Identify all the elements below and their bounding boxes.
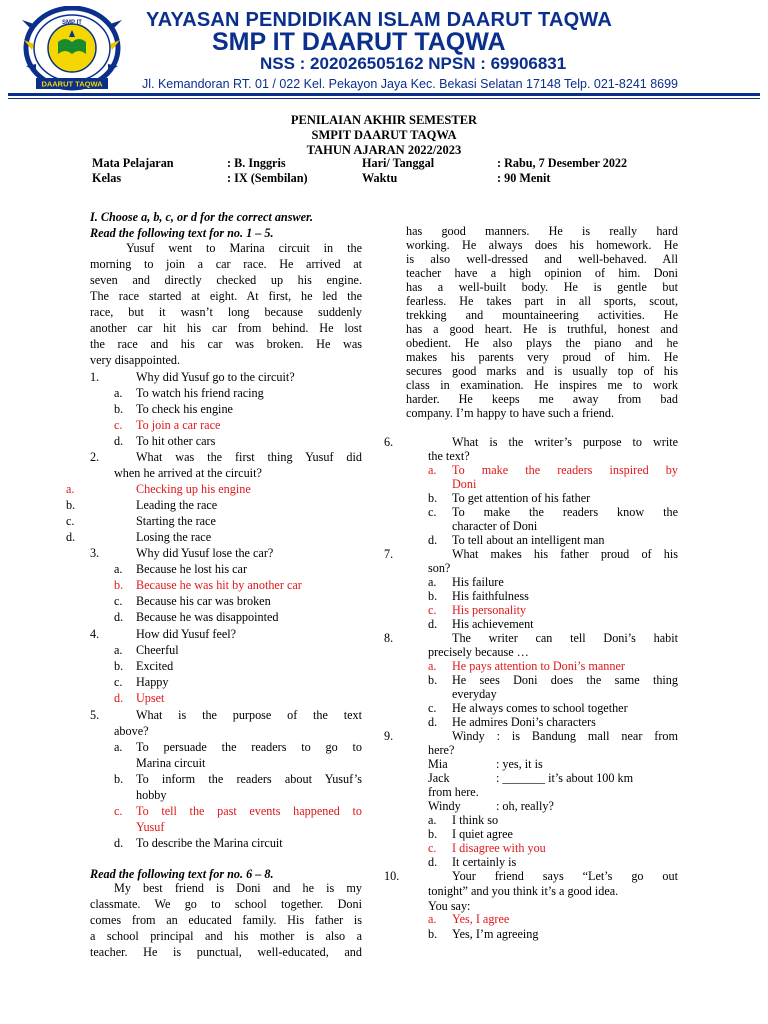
day-label: Hari/ Tanggal: [362, 156, 435, 170]
header-divider: [8, 93, 760, 96]
class-label: Kelas: [92, 171, 122, 185]
read-instruction-1: Read the following text for no. 1 – 5.: [90, 226, 274, 240]
header-divider-thin: [8, 98, 760, 99]
school-ids: NSS : 202026505162 NPSN : 69906831: [260, 54, 567, 73]
exam-title: PENILAIAN AKHIR SEMESTER: [290, 113, 478, 127]
school-address: Jl. Kemandoran RT. 01 / 022 Kel. Pekayon Jaya Kec. Bekasi Selatan 17148 Telp. 021-8241 8699: [142, 77, 679, 91]
school-name: SMP IT DAARUT TAQWA: [212, 28, 506, 56]
svg-text:DAARUT TAQWA: DAARUT TAQWA: [41, 79, 103, 89]
foundation-name: YAYASAN PENDIDIKAN ISLAM DAARUT TAQWA: [146, 9, 612, 31]
answer-mark: c.: [114, 418, 123, 432]
read-instruction-2: Read the following text for no. 6 – 8.: [90, 867, 274, 881]
instruction: I. Choose a, b, c, or d for the correct answer.: [90, 210, 314, 224]
subject-label: Mata Pelajaran: [92, 156, 174, 170]
time-label: Waktu: [362, 171, 398, 185]
exam-year: TAHUN AJARAN 2022/2023: [306, 143, 462, 157]
school-logo: [12, 6, 136, 94]
exam-school: SMPIT DAARUT TAQWA: [311, 128, 457, 142]
time-value: : 90 Menit: [497, 171, 551, 185]
subject-value: : B. Inggris: [227, 156, 286, 170]
book-emblem-icon: [48, 24, 96, 72]
class-value: : IX (Sembilan): [227, 171, 308, 185]
svg-text:SMP IT: SMP IT: [62, 20, 82, 26]
day-value: : Rabu, 7 Desember 2022: [497, 156, 628, 170]
